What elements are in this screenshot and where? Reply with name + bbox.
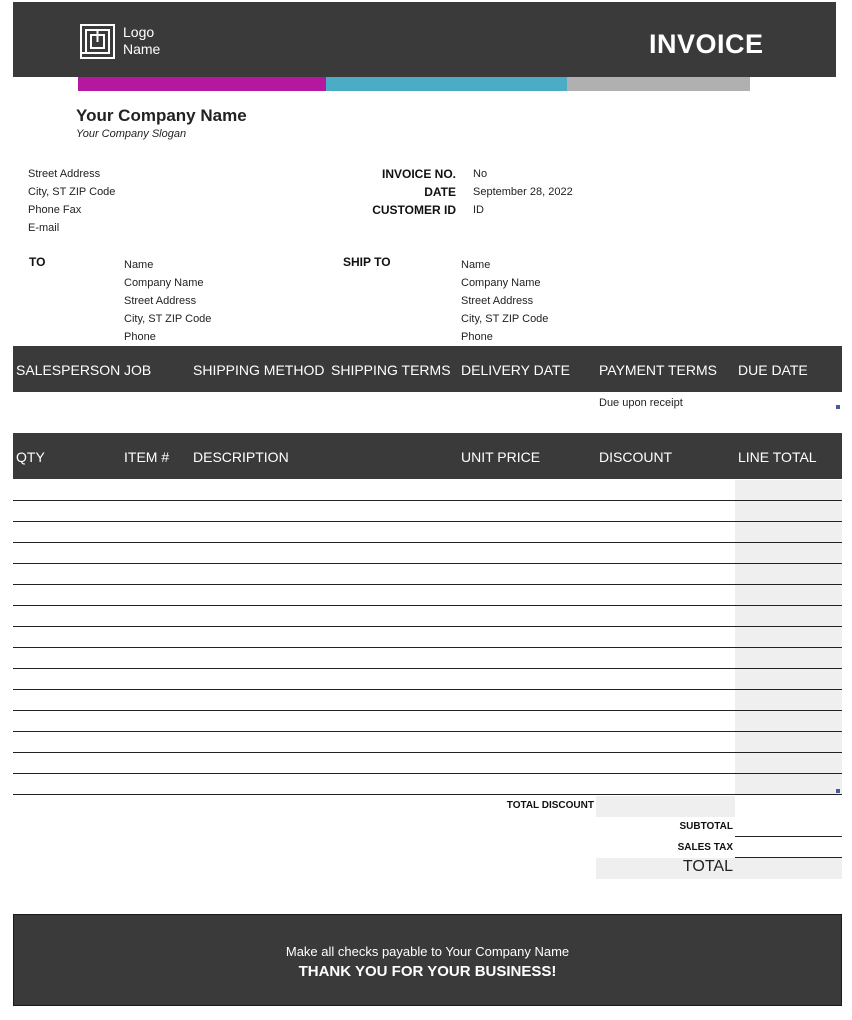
company-city: City, ST ZIP Code [28, 186, 116, 198]
accent-bar-teal [326, 77, 567, 91]
ship-to-phone[interactable]: Phone [461, 331, 493, 343]
table-row[interactable] [13, 542, 842, 543]
col-salesperson: SALESPERSON [16, 362, 121, 378]
thank-you-text: THANK YOU FOR YOUR BUSINESS! [298, 963, 557, 980]
col-job: JOB [124, 362, 152, 378]
table-row[interactable] [13, 689, 842, 690]
table-row[interactable] [13, 773, 842, 774]
table-row[interactable] [13, 521, 842, 522]
date-label: DATE [424, 185, 456, 199]
sales-tax-label: SALES TAX [677, 842, 733, 853]
total-discount-field[interactable] [596, 796, 735, 817]
col-description: DESCRIPTION [193, 449, 289, 465]
ship-to-label: SHIP TO [343, 255, 391, 269]
footer-banner [13, 914, 842, 1006]
col-shipping-terms: SHIPPING TERMS [331, 362, 451, 378]
company-name: Your Company Name [76, 106, 247, 125]
invoice-no-label: INVOICE NO. [381, 167, 456, 181]
bill-to-phone[interactable]: Phone [124, 331, 156, 343]
col-item-number: ITEM # [124, 449, 170, 465]
col-unit-price: UNIT PRICE [461, 449, 541, 465]
ship-to-street[interactable]: Street Address [461, 295, 534, 307]
table-row[interactable] [13, 584, 842, 585]
bill-to-label: TO [29, 255, 46, 269]
ship-to-city[interactable]: City, ST ZIP Code [461, 313, 549, 325]
table-row[interactable] [13, 605, 842, 606]
date-value[interactable]: September 28, 2022 [473, 186, 573, 198]
customer-id-value[interactable]: ID [473, 204, 484, 216]
ship-to-company[interactable]: Company Name [461, 277, 541, 289]
subtotal-field[interactable] [735, 836, 842, 837]
col-qty: QTY [16, 449, 45, 465]
table-row[interactable] [13, 647, 842, 648]
accent-bar-gray [567, 77, 750, 91]
table-row[interactable] [13, 668, 842, 669]
col-line-total: LINE TOTAL [738, 449, 817, 465]
invoice-meta-labels [336, 165, 456, 219]
subtotal-label: SUBTOTAL [679, 821, 733, 832]
bill-to-city[interactable]: City, ST ZIP Code [124, 313, 212, 325]
logo-icon [80, 24, 115, 59]
ship-to-block [461, 256, 548, 346]
company-street: Street Address [28, 168, 101, 180]
ship-to-name[interactable]: Name [461, 259, 491, 271]
logo-name: Logo Name [123, 24, 161, 57]
line-total-column-shade [735, 480, 842, 795]
payment-terms-value[interactable]: Due upon receipt [599, 397, 683, 409]
table-row[interactable] [13, 563, 842, 564]
resize-handle-icon [836, 789, 840, 793]
col-delivery-date: DELIVERY DATE [461, 362, 570, 378]
checks-payable-text: Make all checks payable to Your Company Name [285, 944, 570, 959]
customer-id-label: CUSTOMER ID [372, 203, 456, 217]
bill-to-street[interactable]: Street Address [124, 295, 197, 307]
table-row[interactable] [13, 752, 842, 753]
total-label: TOTAL [682, 858, 733, 875]
accent-bar-magenta [78, 77, 326, 91]
table-row[interactable] [13, 794, 842, 795]
table-row[interactable] [13, 731, 842, 732]
invoice-no-value[interactable]: No [473, 168, 488, 180]
table-row[interactable] [13, 500, 842, 501]
col-payment-terms: PAYMENT TERMS [599, 362, 717, 378]
col-due-date: DUE DATE [738, 362, 808, 378]
company-slogan: Your Company Slogan [76, 128, 187, 140]
col-shipping-method: SHIPPING METHOD [193, 362, 325, 378]
bill-to-block [124, 256, 211, 346]
invoice-title: INVOICE [649, 29, 764, 59]
table-row[interactable] [13, 626, 842, 627]
invoice-meta-values [473, 165, 573, 219]
company-email: E-mail [28, 222, 60, 234]
company-phone-fax: Phone Fax [28, 204, 82, 216]
table-row[interactable] [13, 710, 842, 711]
resize-handle-icon [836, 405, 840, 409]
col-discount: DISCOUNT [599, 449, 673, 465]
bill-to-name[interactable]: Name [124, 259, 154, 271]
company-address-block [28, 165, 115, 237]
total-discount-label: TOTAL DISCOUNT [506, 800, 594, 811]
bill-to-company[interactable]: Company Name [124, 277, 204, 289]
